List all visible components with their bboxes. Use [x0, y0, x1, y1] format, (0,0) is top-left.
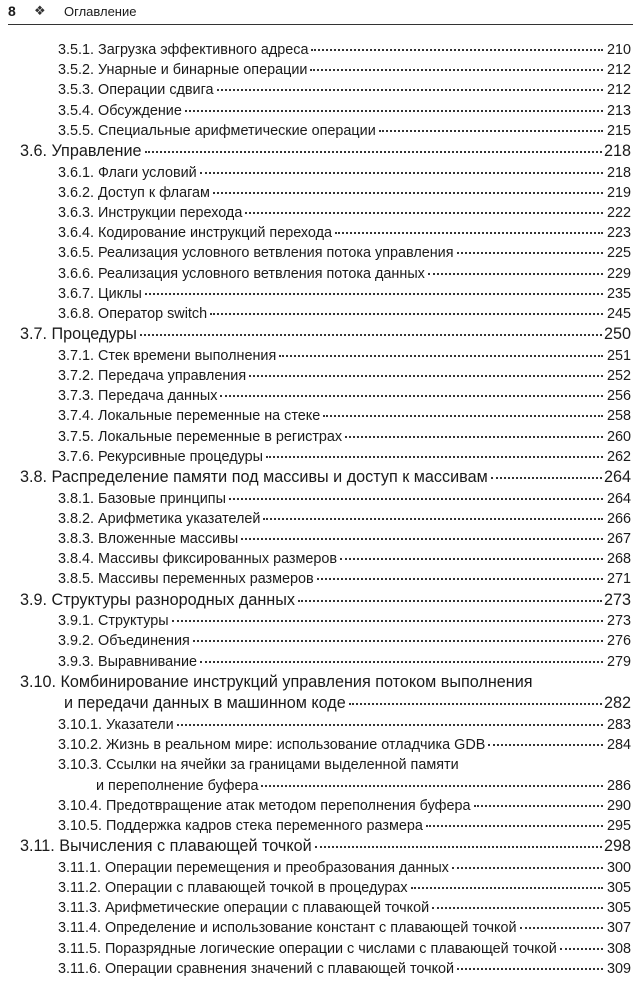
dot-leader	[491, 476, 602, 479]
toc-subsection[interactable]	[58, 447, 631, 467]
dot-leader	[177, 723, 603, 726]
toc-entry-title: 3.11.6. Операции сравнения значений с плавающей точкой	[58, 960, 455, 977]
dot-leader	[266, 455, 603, 458]
toc-page-number: 290	[606, 797, 631, 814]
toc-subsection[interactable]	[58, 858, 631, 878]
toc-entry-title: 3.9.1. Структуры	[58, 613, 169, 630]
toc-subsection[interactable]	[58, 40, 631, 60]
dot-leader	[311, 48, 603, 51]
dot-leader	[432, 906, 603, 909]
dot-leader	[335, 231, 603, 234]
dot-leader	[457, 967, 603, 970]
toc-section[interactable]	[20, 672, 631, 715]
toc-page-number: 298	[603, 837, 631, 856]
dot-leader	[379, 129, 603, 132]
toc-page-number: 309	[606, 960, 631, 977]
toc-page-number: 222	[606, 205, 631, 222]
toc-entry-title: 3.5.2. Унарные и бинарные операции	[58, 62, 308, 79]
dot-leader	[193, 639, 603, 642]
dot-leader	[210, 312, 603, 315]
toc-entry-title: 3.9.3. Выравнивание	[58, 653, 198, 670]
toc-page-number: 284	[606, 737, 631, 754]
toc-page-number: 276	[606, 633, 631, 650]
toc-entry-title: 3.10. Комбинирование инструкций управления потоком выполнения	[20, 672, 533, 691]
dot-leader	[200, 171, 603, 174]
toc-entry-title: 3.7.1. Стек времени выполнения	[58, 347, 277, 364]
dot-leader	[345, 435, 603, 438]
toc-subsection[interactable]	[58, 80, 631, 100]
toc-page-number: 212	[606, 82, 631, 99]
toc-page-number: 210	[606, 42, 631, 58]
toc-subsection[interactable]	[58, 529, 631, 549]
dot-leader	[140, 333, 602, 336]
toc-entry-title: 3.8.5. Массивы переменных размеров	[58, 571, 314, 588]
toc-entry-title: 3.10.3. Ссылки на ячейки за границами выделенной памяти	[58, 757, 459, 774]
dot-leader	[520, 926, 603, 929]
toc-subsection[interactable]	[58, 735, 631, 755]
page-header	[8, 2, 633, 25]
toc-entry-title: 3.8.1. Базовые принципы	[58, 490, 226, 507]
toc-entry-title: 3.6.5. Реализация условного ветвления потока управления	[58, 245, 454, 262]
toc-entry-title: 3.7.6. Рекурсивные процедуры	[58, 448, 263, 465]
dot-leader	[310, 68, 603, 71]
toc-page-number: 264	[606, 490, 631, 507]
toc-page-number: 267	[606, 531, 631, 548]
toc-subsection[interactable]	[58, 264, 631, 284]
toc-page-number: 305	[606, 900, 631, 917]
dot-leader	[560, 947, 603, 950]
toc-page-number: 223	[606, 225, 631, 242]
toc-page-number: 308	[606, 940, 631, 957]
table-of-contents	[0, 40, 641, 979]
toc-page-number: 251	[606, 347, 631, 364]
running-title: Оглавление	[64, 4, 137, 19]
toc-entry-title-continued: и переполнение буфера	[96, 777, 259, 794]
dot-leader	[457, 251, 603, 254]
toc-page-number: 260	[606, 428, 631, 445]
toc-subsection[interactable]	[58, 183, 631, 203]
dot-leader	[411, 886, 603, 889]
toc-page-number: 264	[603, 468, 631, 487]
dot-leader	[229, 497, 603, 500]
toc-entry-title: 3.11.1. Операции перемещения и преобразования данных	[58, 859, 449, 876]
dot-leader	[213, 191, 603, 194]
dot-leader	[452, 866, 603, 869]
toc-subsection[interactable]	[58, 223, 631, 243]
toc-page-number: 213	[606, 102, 631, 119]
toc-section[interactable]	[20, 467, 631, 489]
dot-leader	[245, 211, 603, 214]
dot-leader	[263, 517, 603, 520]
toc-page-number: 245	[606, 306, 631, 323]
toc-entry-title: 3.5.5. Специальные арифметические операции	[58, 122, 376, 139]
toc-subsection[interactable]	[58, 101, 631, 121]
toc-subsection[interactable]	[58, 346, 631, 366]
dot-leader	[298, 599, 602, 602]
toc-section[interactable]	[20, 836, 631, 858]
toc-page-number: 262	[606, 448, 631, 465]
toc-page-number: 271	[606, 571, 631, 588]
dot-leader	[200, 660, 603, 663]
toc-entry-title: 3.11. Вычисления с плавающей точкой	[20, 837, 312, 856]
toc-subsection[interactable]	[58, 898, 631, 918]
toc-subsection[interactable]	[58, 203, 631, 223]
dot-leader	[185, 109, 603, 112]
toc-page-number: 286	[606, 777, 631, 794]
toc-entry-title: 3.9. Структуры разнородных данных	[20, 590, 295, 609]
toc-subsection[interactable]	[58, 631, 631, 651]
toc-page-number: 219	[606, 184, 631, 201]
toc-page-number: 283	[606, 717, 631, 734]
toc-page-number: 235	[606, 285, 631, 302]
toc-subsection[interactable]	[58, 386, 631, 406]
toc-entry-title: 3.10.1. Указатели	[58, 717, 174, 734]
toc-entry-title: 3.7.2. Передача управления	[58, 368, 247, 385]
dot-leader	[349, 702, 602, 705]
toc-page-number: 252	[606, 368, 631, 385]
toc-subsection[interactable]	[58, 549, 631, 569]
toc-subsection[interactable]	[58, 755, 631, 795]
toc-page-number: 279	[606, 653, 631, 670]
toc-subsection[interactable]	[58, 243, 631, 263]
toc-subsection[interactable]	[58, 918, 631, 938]
dot-leader	[340, 557, 603, 560]
toc-entry-title: 3.7.5. Локальные переменные в регистрах	[58, 428, 343, 445]
toc-page-number: 218	[603, 142, 631, 161]
toc-entry-title-continued: и передачи данных в машинном коде	[64, 694, 346, 713]
toc-subsection[interactable]	[58, 121, 631, 141]
toc-section[interactable]	[20, 141, 631, 163]
toc-entry-title: 3.7.4. Локальные переменные на стеке	[58, 408, 321, 425]
toc-entry-title: 3.5.1. Загрузка эффективного адреса	[58, 42, 309, 58]
toc-subsection[interactable]	[58, 163, 631, 183]
page-number: 8	[8, 3, 16, 19]
dot-leader	[217, 88, 603, 91]
toc-page-number: 229	[606, 265, 631, 282]
toc-subsection[interactable]	[58, 284, 631, 304]
toc-subsection[interactable]	[58, 959, 631, 979]
toc-entry-title: 3.11.4. Определение и использование констант с плавающей точкой	[58, 920, 517, 937]
toc-entry-title: 3.5.3. Операции сдвига	[58, 82, 214, 99]
toc-page-number: 250	[603, 325, 631, 344]
toc-subsection[interactable]	[58, 715, 631, 735]
toc-subsection[interactable]	[58, 366, 631, 386]
toc-subsection[interactable]	[58, 569, 631, 589]
dot-leader	[220, 394, 603, 397]
dot-leader	[172, 619, 603, 622]
dot-leader	[279, 354, 603, 357]
toc-entry-title: 3.6.4. Кодирование инструкций перехода	[58, 225, 333, 242]
toc-entry-title: 3.6.1. Флаги условий	[58, 164, 197, 181]
toc-subsection[interactable]	[58, 611, 631, 631]
toc-entry-title: 3.11.2. Операции с плавающей точкой в процедурах	[58, 880, 408, 897]
toc-entry-title: 3.11.3. Арифметические операции с плавающей точкой	[58, 900, 430, 917]
toc-subsection[interactable]	[58, 796, 631, 816]
toc-subsection[interactable]	[58, 60, 631, 80]
dot-leader	[474, 804, 604, 807]
dot-leader	[323, 414, 603, 417]
toc-page-number: 212	[606, 62, 631, 79]
dot-leader	[488, 743, 603, 746]
dot-leader	[261, 784, 603, 787]
toc-entry-title: 3.6.8. Оператор switch	[58, 306, 208, 323]
dot-leader	[145, 150, 602, 153]
toc-page-number: 258	[606, 408, 631, 425]
toc-page-number: 273	[603, 590, 631, 609]
toc-entry-title: 3.7. Процедуры	[20, 325, 137, 344]
toc-page-number: 307	[606, 920, 631, 937]
dot-leader	[315, 845, 602, 848]
dot-leader	[428, 272, 603, 275]
toc-entry-title: 3.8.2. Арифметика указателей	[58, 510, 261, 527]
dot-leader	[426, 824, 603, 827]
dot-leader	[249, 374, 603, 377]
toc-page-number: 266	[606, 510, 631, 527]
toc-page-number: 300	[606, 859, 631, 876]
toc-page-number: 256	[606, 388, 631, 405]
toc-subsection[interactable]	[58, 406, 631, 426]
toc-entry-title: 3.10.5. Поддержка кадров стека переменного размера	[58, 818, 423, 835]
toc-entry-title: 3.9.2. Объединения	[58, 633, 190, 650]
toc-section[interactable]	[20, 590, 631, 612]
toc-page-number: 282	[603, 694, 631, 713]
dot-leader	[317, 577, 603, 580]
toc-page-number: 273	[606, 613, 631, 630]
toc-page-number: 305	[606, 880, 631, 897]
toc-subsection[interactable]	[58, 509, 631, 529]
dot-leader	[241, 537, 603, 540]
toc-entry-title: 3.8.4. Массивы фиксированных размеров	[58, 551, 338, 568]
toc-subsection[interactable]	[58, 878, 631, 898]
dot-leader	[145, 292, 603, 295]
toc-subsection[interactable]	[58, 304, 631, 324]
toc-subsection[interactable]	[58, 489, 631, 509]
toc-page-number: 218	[606, 164, 631, 181]
ornament-icon: ❖	[34, 3, 46, 18]
toc-entry-title: 3.8. Распределение памяти под массивы и доступ к массивам	[20, 468, 488, 487]
toc-entry-title: 3.8.3. Вложенные массивы	[58, 531, 239, 548]
toc-subsection[interactable]	[58, 652, 631, 672]
toc-entry-title: 3.6.7. Циклы	[58, 285, 142, 302]
toc-entry-title: 3.10.4. Предотвращение атак методом переполнения буфера	[58, 797, 471, 814]
toc-entry-title: 3.5.4. Обсуждение	[58, 102, 182, 119]
toc-entry-title: 3.6.6. Реализация условного ветвления потока данных	[58, 265, 425, 282]
toc-entry-title: 3.6.2. Доступ к флагам	[58, 184, 210, 201]
toc-entry-title: 3.10.2. Жизнь в реальном мире: использование отладчика GDB	[58, 737, 486, 754]
toc-section[interactable]	[20, 324, 631, 346]
toc-entry-title: 3.6. Управление	[20, 142, 142, 161]
toc-entry-title: 3.7.3. Передача данных	[58, 388, 218, 405]
toc-page-number: 225	[606, 245, 631, 262]
toc-subsection[interactable]	[58, 427, 631, 447]
toc-subsection[interactable]	[58, 939, 631, 959]
toc-page-number: 268	[606, 551, 631, 568]
toc-subsection[interactable]	[58, 816, 631, 836]
toc-page-number: 215	[606, 122, 631, 139]
toc-entry-title: 3.11.5. Поразрядные логические операции с числами с плавающей точкой	[58, 940, 557, 957]
toc-entry-title: 3.6.3. Инструкции перехода	[58, 205, 243, 222]
toc-page-number: 295	[606, 818, 631, 835]
